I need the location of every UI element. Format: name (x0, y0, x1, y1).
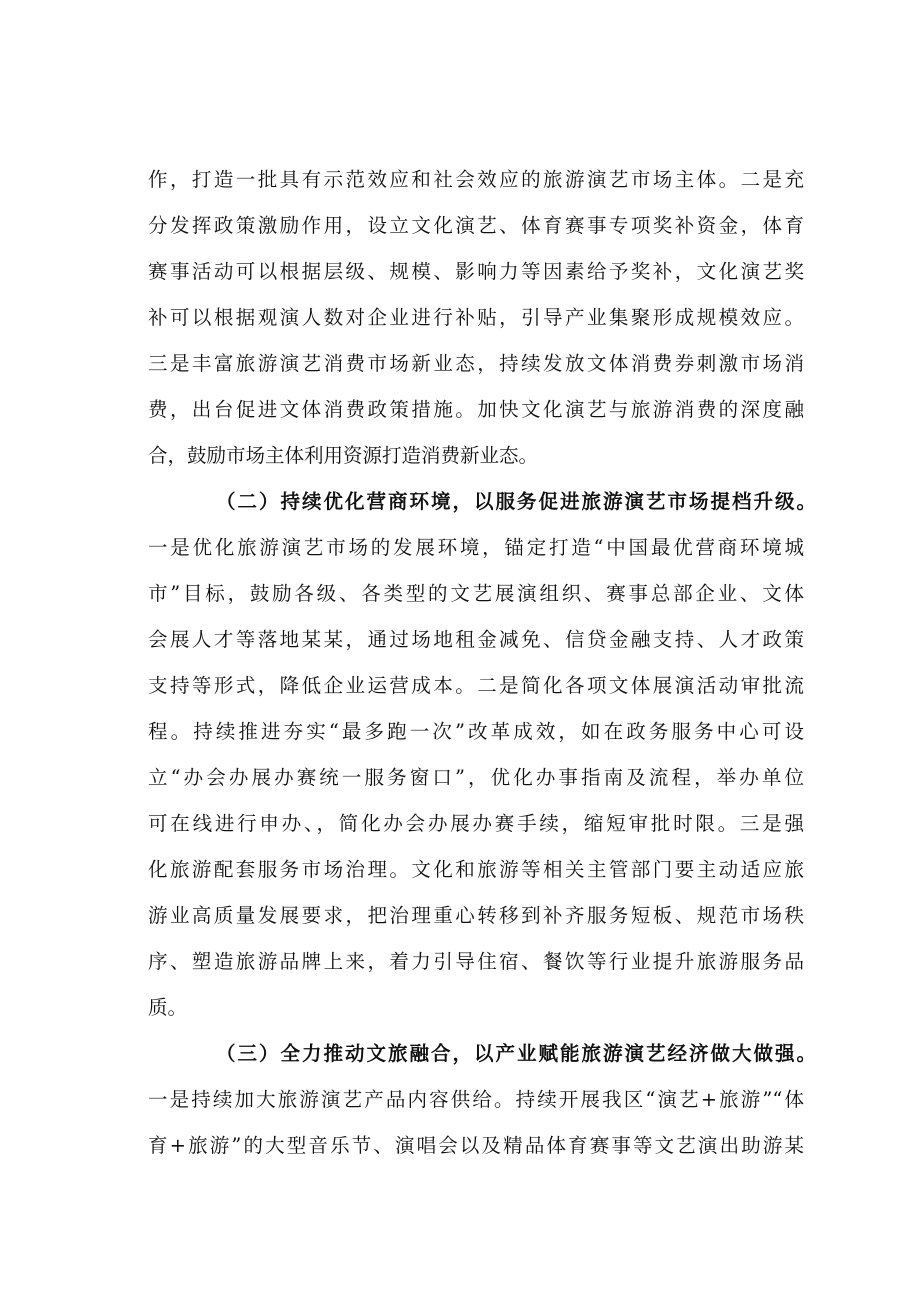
text-line: 三是丰富旅游演艺消费市场新业态，持续发放文体消费券刺激市场消 (148, 352, 804, 375)
text-line: 可在线进行申办、，简化办会办展办赛手续，缩短审批时限。三是强 (148, 812, 804, 835)
text-line: 合，鼓励市场主体利用资源打造消费新业态。 (148, 444, 539, 467)
text-line: 作，打造一批具有示范效应和社会效应的旅游演艺市场主体。二是充 (148, 168, 804, 191)
text-line: 游业高质量发展要求，把治理重心转移到补齐服务短板、规范市场秩 (148, 904, 804, 927)
text-line: 会展人才等落地某某，通过场地租金减免、信贷金融支持、人才政策 (148, 628, 804, 651)
text-line: 补可以根据观演人数对企业进行补贴，引导产业集聚形成规模效应。 (148, 306, 804, 329)
text-line: 化旅游配套服务市场治理。文化和旅游等相关主管部门要主动适应旅 (148, 858, 804, 881)
text-line: 程。持续推进夯实“最多跑一次”改革成效，如在政务服务中心可设 (148, 720, 804, 743)
text-line: 分发挥政策激励作用，设立文化演艺、体育赛事专项奖补资金，体育 (148, 214, 804, 237)
text-line: 质。 (148, 996, 188, 1019)
text-line: 支持等形式，降低企业运营成本。二是简化各项文体展演活动审批流 (148, 674, 804, 697)
text-line: 育+旅游”的大型音乐节、演唱会以及精品体育赛事等文艺演出助游某 (148, 1134, 804, 1157)
section-heading: （二）持续优化营商环境，以服务促进旅游演艺市场提档升级。 (216, 490, 816, 513)
text-line: 市”目标，鼓励各级、各类型的文艺展演组织、赛事总部企业、文体 (148, 582, 804, 605)
text-line: 立“办会办展办赛统一服务窗口”，优化办事指南及流程，举办单位 (148, 766, 804, 789)
text-line: 费，出台促进文体消费政策措施。加快文化演艺与旅游消费的深度融 (148, 398, 804, 421)
text-line: 序、塑造旅游品牌上来，着力引导住宿、餐饮等行业提升旅游服务品 (148, 950, 804, 973)
section-heading: （三）全力推动文旅融合，以产业赋能旅游演艺经济做大做强。 (216, 1042, 816, 1065)
text-line: 一是优化旅游演艺市场的发展环境，锚定打造“中国最优营商环境城 (148, 536, 804, 559)
text-line: 一是持续加大旅游演艺产品内容供给。持续开展我区“演艺+旅游”“体 (148, 1088, 804, 1111)
text-line: 赛事活动可以根据层级、规模、影响力等因素给予奖补，文化演艺奖 (148, 260, 804, 283)
